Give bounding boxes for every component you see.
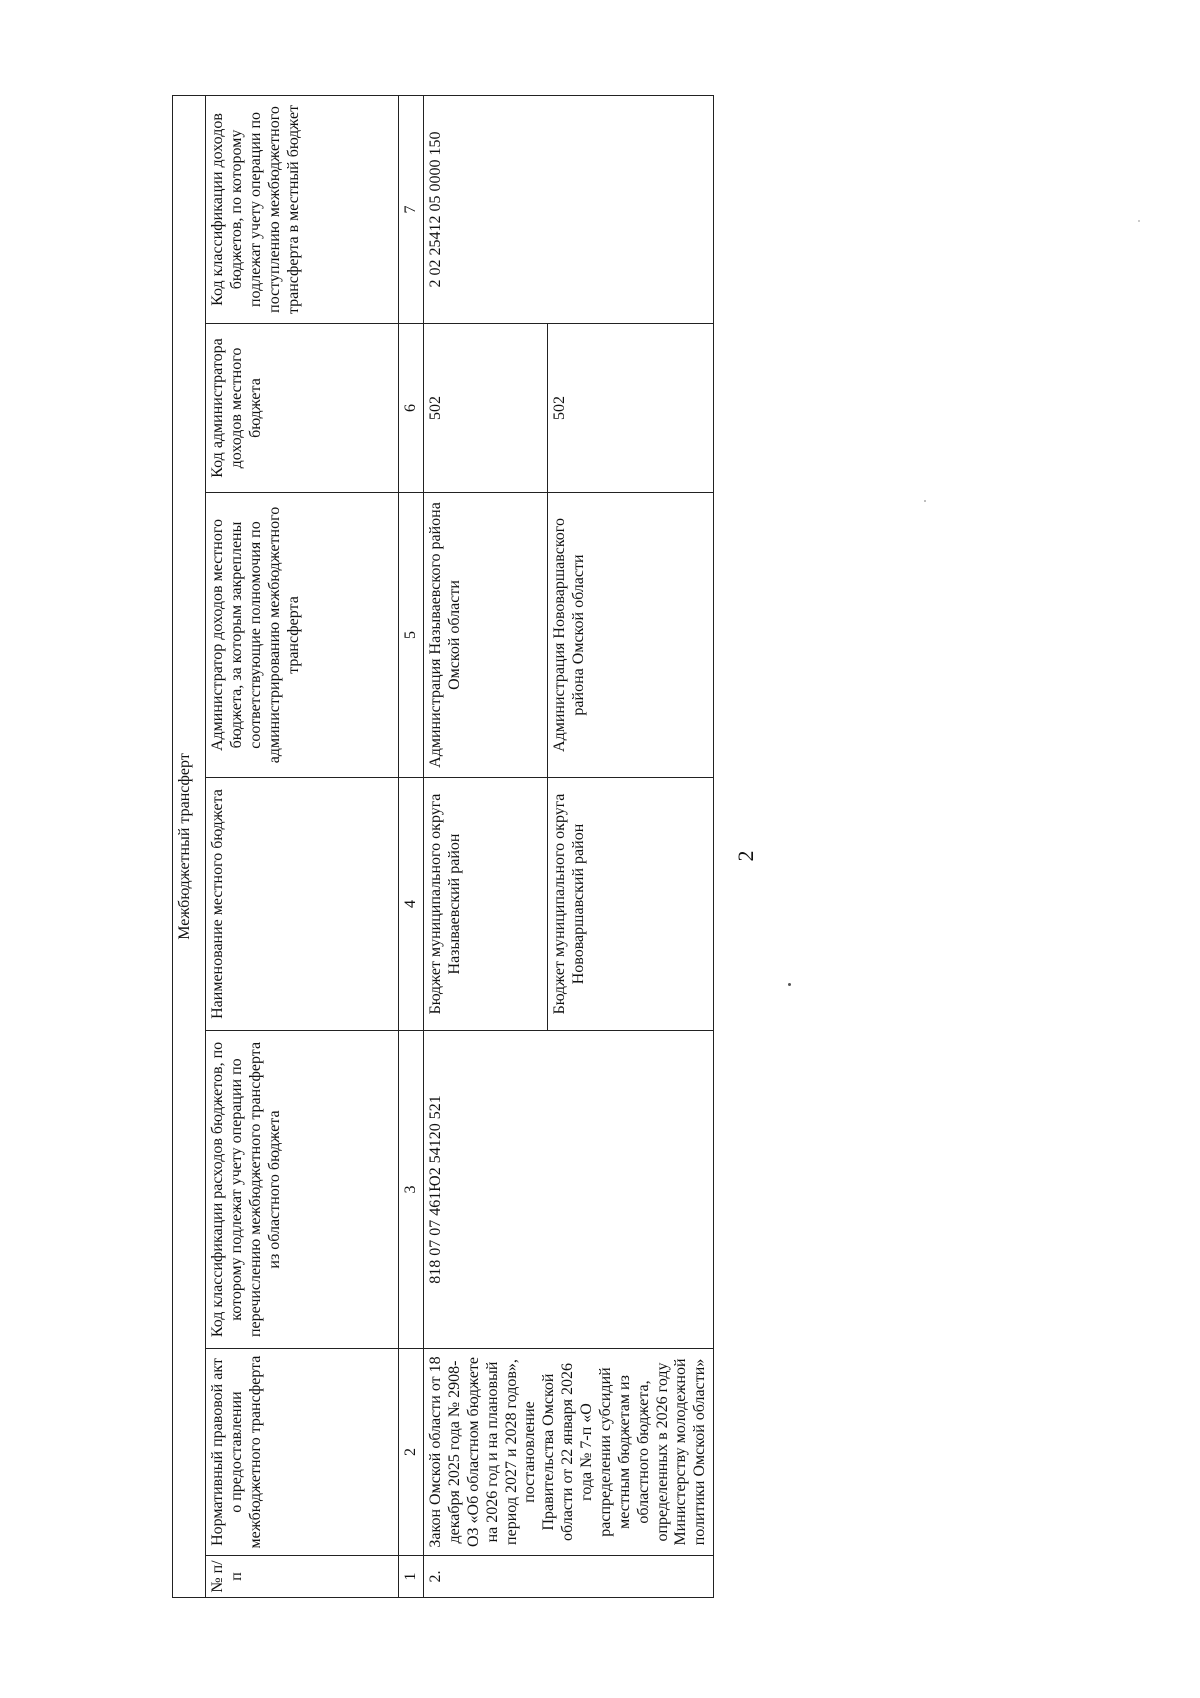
- column-header-number: № п/п: [206, 1556, 399, 1598]
- table-row: [424, 95, 548, 1597]
- column-number: 7: [399, 95, 424, 323]
- scan-speck: [924, 500, 926, 502]
- column-header-legal-act: Нормативный правовой акт о предоставлении межбюджетного трансферта: [206, 1349, 399, 1556]
- administrator-cell: Администрация Нововаршавского района Омской области: [548, 493, 714, 778]
- budget-name-cell: Бюджет муниципального округа Нововаршавский район: [548, 778, 714, 1031]
- scan-speck: [788, 983, 791, 986]
- column-header-admin-code: Код администратора доходов местного бюджета: [206, 324, 399, 493]
- admin-code-cell: 502: [424, 324, 548, 493]
- column-header-budget-name: Наименование местного бюджета: [206, 778, 399, 1031]
- column-number: 6: [399, 324, 424, 493]
- budget-name-cell: Бюджет муниципального округа Называевский район: [424, 778, 548, 1031]
- column-header-administrator: Администратор доходов местного бюджета, за которым закреплены соответствующие полномочия по администрированию межбюджетного трансферта: [206, 493, 399, 778]
- legal-act-cell: Закон Омской области от 18 декабря 2025 года № 2908-ОЗ «Об областном бюджете на 2026 год и на плановый период 2027 и 2028 годов», постановление Правительства Омской области от 22 января 2026 года № 7-п «О распределении субсидий местным бюджетам из областного бюджета, определенных в 2026 году Министерству молодежной политики Омской области»: [424, 1349, 714, 1556]
- row-number: 2.: [424, 1556, 714, 1598]
- column-number: 2: [399, 1349, 424, 1556]
- transfer-table: [172, 95, 714, 1598]
- column-header-income-code: Код классификации доходов бюджетов, по которому подлежат учету операции по поступлению межбюджетного трансферта в местный бюджет: [206, 95, 399, 323]
- column-number: 4: [399, 778, 424, 1031]
- column-number: 1: [399, 1556, 424, 1598]
- column-header-expense-code: Код классификации расходов бюджетов, по которому подлежат учету операции по перечислению межбюджетного трансферта из областного бюджета: [206, 1031, 399, 1349]
- rotated-table-frame: [172, 96, 720, 1598]
- column-number: 5: [399, 493, 424, 778]
- page-number: 2: [733, 850, 758, 862]
- group-header: Межбюджетный трансферт: [173, 95, 206, 1597]
- expense-code-cell: 818 07 07 461Ю2 54120 521: [424, 1031, 714, 1349]
- administrator-cell: Администрация Называевского района Омской области: [424, 493, 548, 778]
- income-code-cell: 2 02 25412 05 0000 150: [424, 95, 714, 323]
- column-number: 3: [399, 1031, 424, 1349]
- admin-code-cell: 502: [548, 324, 714, 493]
- scan-speck: [1138, 220, 1140, 222]
- table-container: [172, 96, 720, 1598]
